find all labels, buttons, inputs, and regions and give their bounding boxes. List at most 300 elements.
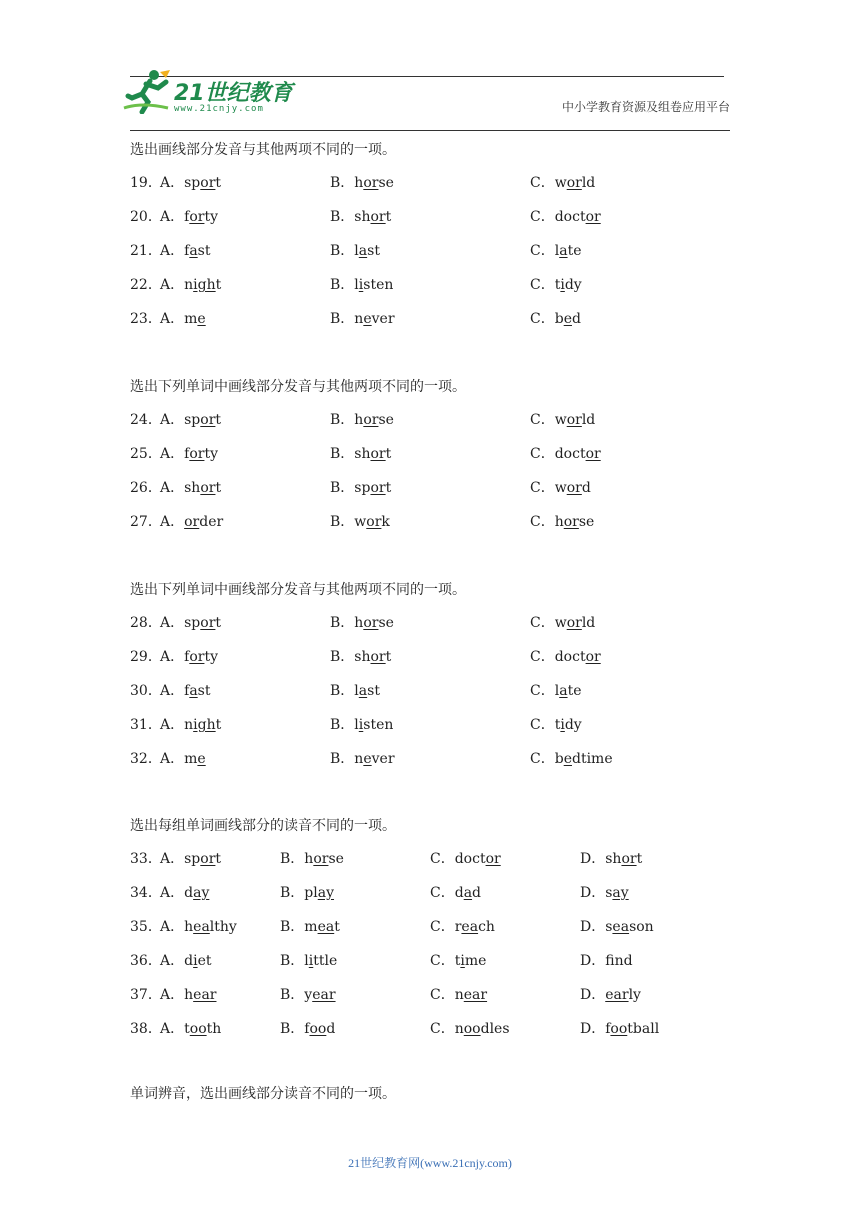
word-suffix: nd — [614, 953, 633, 969]
answer-option[interactable] — [160, 613, 221, 633]
option-letter: B． — [280, 953, 305, 969]
word-suffix: tball — [627, 1021, 660, 1037]
answer-option[interactable] — [530, 512, 594, 532]
word-suffix: k — [381, 514, 390, 530]
option-letter: B． — [280, 987, 305, 1003]
question-section — [130, 140, 750, 343]
answer-option[interactable] — [530, 444, 601, 464]
word-suffix: se — [378, 175, 394, 191]
word-prefix: s — [605, 919, 613, 935]
question-number: 38． — [130, 1021, 162, 1037]
option-letter: D． — [580, 919, 606, 935]
option-letter: C． — [430, 953, 455, 969]
answer-option[interactable] — [530, 647, 601, 667]
word-prefix: n — [354, 311, 364, 327]
word-prefix: n — [354, 751, 364, 767]
option-letter: A． — [160, 277, 185, 293]
word-prefix: y — [304, 987, 313, 1003]
word-suffix: t — [215, 412, 222, 428]
answer-option[interactable] — [330, 613, 394, 633]
question-row — [130, 715, 750, 749]
answer-option[interactable] — [430, 951, 486, 971]
answer-option[interactable] — [160, 173, 221, 193]
answer-option[interactable] — [160, 985, 216, 1005]
word-suffix: d — [581, 480, 591, 496]
answer-option[interactable] — [530, 207, 601, 227]
option-letter: C． — [530, 615, 555, 631]
question-number: 37． — [130, 987, 162, 1003]
option-letter: A． — [160, 615, 185, 631]
answer-option[interactable] — [580, 951, 633, 971]
answer-option[interactable] — [330, 715, 393, 735]
word-suffix: se — [378, 412, 394, 428]
answer-option[interactable] — [530, 681, 581, 701]
option-letter: B． — [330, 277, 355, 293]
answer-option[interactable] — [330, 749, 395, 769]
option-letter: A． — [160, 243, 185, 259]
answer-option[interactable] — [530, 613, 595, 633]
underlined-letters: or — [585, 209, 601, 225]
word-suffix: dles — [480, 1021, 510, 1037]
underlined-letters: i — [560, 277, 565, 293]
word-prefix: l — [354, 243, 359, 259]
underlined-letters: i — [560, 717, 565, 733]
answer-option[interactable] — [430, 849, 501, 869]
underlined-letters: or — [566, 175, 582, 191]
underlined-letters: igh — [193, 717, 216, 733]
word-suffix: son — [629, 919, 654, 935]
answer-option[interactable] — [280, 985, 336, 1005]
answer-option[interactable] — [330, 275, 393, 295]
word-suffix: t — [334, 919, 340, 935]
question-row — [130, 951, 750, 985]
word-suffix: sten — [363, 277, 394, 293]
underlined-letters: or — [200, 480, 216, 496]
underlined-letters: or — [585, 446, 601, 462]
answer-option[interactable] — [280, 917, 340, 937]
answer-option[interactable] — [330, 173, 394, 193]
underlined-letters: or — [563, 514, 579, 530]
question-number: 29． — [130, 649, 162, 665]
runner-icon — [122, 68, 172, 114]
option-letter: B． — [280, 851, 305, 867]
question-number: 22． — [130, 277, 162, 293]
underlined-letters: a — [559, 683, 568, 699]
word-prefix: h — [184, 919, 194, 935]
option-letter: B． — [330, 243, 355, 259]
word-suffix: t — [215, 277, 222, 293]
word-suffix: ty — [204, 649, 218, 665]
option-letter: B． — [280, 1021, 305, 1037]
option-letter: A． — [160, 175, 185, 191]
underlined-letters: a — [463, 885, 473, 901]
word-prefix: h — [354, 615, 364, 631]
word-prefix: l — [354, 277, 359, 293]
word-prefix: h — [354, 175, 364, 191]
section-instruction: 选出下列单词中画线部分发音与其他两项不同的一项。 — [130, 582, 466, 598]
underlined-letters: a — [358, 243, 368, 259]
answer-option[interactable] — [430, 985, 487, 1005]
underlined-letters: i — [358, 717, 364, 733]
option-letter: C． — [530, 649, 555, 665]
answer-option[interactable] — [430, 917, 495, 937]
word-suffix: st — [367, 243, 380, 259]
word-prefix: l — [354, 717, 359, 733]
word-prefix: s — [605, 885, 613, 901]
word-suffix: t — [385, 209, 392, 225]
word-suffix: ld — [581, 412, 596, 428]
question-number: 23． — [130, 311, 162, 327]
answer-option[interactable] — [530, 749, 613, 769]
question-row — [130, 478, 750, 512]
word-suffix: ty — [204, 446, 218, 462]
word-prefix: t — [184, 1021, 190, 1037]
page-footer: 21世纪教育网(www.21cnjy.com) — [348, 1156, 512, 1170]
underlined-letters: or — [363, 175, 379, 191]
answer-option[interactable] — [160, 444, 218, 464]
word-suffix: me — [464, 953, 487, 969]
answer-option[interactable] — [160, 1019, 221, 1039]
word-suffix: t — [385, 446, 392, 462]
answer-option[interactable] — [530, 309, 581, 329]
underlined-letters: e — [363, 311, 372, 327]
option-letter: A． — [160, 851, 185, 867]
option-letter: A． — [160, 919, 185, 935]
underlined-letters: or — [200, 175, 216, 191]
logo-text: 21世纪教育 — [174, 81, 293, 106]
word-prefix: n — [184, 717, 194, 733]
underlined-letters: or — [621, 851, 637, 867]
word-suffix: ttle — [313, 953, 338, 969]
option-letter: B． — [280, 919, 305, 935]
question-row — [130, 207, 750, 241]
word-prefix: sp — [184, 851, 201, 867]
option-letter: D． — [580, 953, 606, 969]
option-letter: C． — [530, 446, 555, 462]
answer-option[interactable] — [160, 410, 221, 430]
word-prefix: f — [184, 209, 190, 225]
option-letter: B． — [280, 885, 305, 901]
answer-option[interactable] — [160, 917, 237, 937]
answer-option[interactable] — [330, 309, 395, 329]
underlined-letters: ea — [612, 919, 630, 935]
option-letter: B． — [330, 717, 355, 733]
underlined-letters: or — [363, 412, 379, 428]
underlined-letters: e — [197, 751, 206, 767]
underlined-letters: ear — [193, 987, 217, 1003]
answer-option[interactable] — [530, 410, 595, 430]
question-number: 35． — [130, 919, 162, 935]
option-letter: C． — [530, 751, 555, 767]
answer-option[interactable] — [160, 309, 206, 329]
word-suffix: lthy — [209, 919, 237, 935]
answer-option[interactable] — [430, 883, 481, 903]
underlined-letters: oo — [463, 1021, 481, 1037]
underlined-letters: or — [370, 209, 386, 225]
underlined-letters: ay — [317, 885, 335, 901]
option-letter: C． — [430, 885, 455, 901]
word-prefix: h — [354, 412, 364, 428]
answer-option[interactable] — [280, 951, 337, 971]
word-prefix: f — [184, 649, 190, 665]
option-letter: D． — [580, 851, 606, 867]
question-row — [130, 512, 750, 546]
question-row — [130, 241, 750, 275]
answer-option[interactable] — [330, 207, 391, 227]
word-prefix: f — [184, 446, 190, 462]
word-prefix: d — [184, 885, 194, 901]
underlined-letters: or — [585, 649, 601, 665]
underlined-letters: or — [189, 649, 205, 665]
word-suffix: dy — [564, 717, 582, 733]
answer-option[interactable] — [330, 647, 391, 667]
word-suffix: te — [567, 683, 582, 699]
answer-option[interactable] — [160, 275, 221, 295]
option-letter: C． — [530, 209, 555, 225]
word-prefix: t — [454, 953, 461, 969]
underlined-letters: or — [189, 446, 205, 462]
option-letter: A． — [160, 751, 185, 767]
answer-option[interactable] — [530, 241, 581, 261]
option-letter: C． — [530, 175, 555, 191]
answer-option[interactable] — [160, 478, 221, 498]
word-suffix: te — [567, 243, 582, 259]
underlined-letters: or — [370, 446, 386, 462]
option-letter: A． — [160, 885, 185, 901]
option-letter: C． — [530, 683, 555, 699]
underlined-letters: i — [460, 953, 465, 969]
answer-option[interactable] — [280, 1019, 335, 1039]
answer-option[interactable] — [160, 749, 206, 769]
option-letter: B． — [330, 751, 355, 767]
question-row — [130, 849, 750, 883]
word-suffix: der — [199, 514, 224, 530]
word-suffix: t — [215, 851, 222, 867]
answer-option[interactable] — [160, 715, 221, 735]
answer-option[interactable] — [580, 849, 642, 869]
question-row — [130, 173, 750, 207]
option-letter: A． — [160, 209, 185, 225]
word-prefix: n — [454, 1021, 464, 1037]
option-letter: C． — [530, 277, 555, 293]
word-suffix: d — [571, 311, 581, 327]
question-number: 33． — [130, 851, 162, 867]
word-prefix: sp — [354, 480, 371, 496]
question-row — [130, 681, 750, 715]
question-section — [130, 580, 750, 783]
word-prefix: d — [454, 885, 464, 901]
option-letter: B． — [330, 649, 355, 665]
answer-option[interactable] — [580, 883, 629, 903]
answer-option[interactable] — [160, 849, 221, 869]
word-suffix: ly — [628, 987, 641, 1003]
underlined-letters: or — [370, 649, 386, 665]
underlined-letters: e — [563, 311, 572, 327]
option-letter: D． — [580, 987, 606, 1003]
word-prefix: t — [554, 277, 561, 293]
answer-option[interactable] — [330, 512, 390, 532]
question-section — [130, 1084, 750, 1117]
answer-option[interactable] — [160, 207, 218, 227]
question-row — [130, 613, 750, 647]
option-letter: A． — [160, 412, 185, 428]
answer-option[interactable] — [530, 478, 591, 498]
underlined-letters: or — [566, 412, 582, 428]
word-suffix: ld — [581, 615, 596, 631]
section-instruction: 选出画线部分发音与其他两项不同的一项。 — [130, 142, 396, 158]
word-suffix: se — [378, 615, 394, 631]
answer-option[interactable] — [330, 410, 394, 430]
word-suffix: t — [385, 480, 392, 496]
word-prefix: l — [304, 953, 309, 969]
word-prefix: w — [554, 615, 567, 631]
option-letter: A． — [160, 480, 185, 496]
underlined-letters: or — [200, 412, 216, 428]
option-letter: D． — [580, 1021, 606, 1037]
word-prefix: b — [554, 751, 564, 767]
underlined-letters: i — [193, 953, 198, 969]
question-number: 24． — [130, 412, 162, 428]
underlined-letters: oo — [189, 1021, 207, 1037]
option-letter: A． — [160, 953, 185, 969]
underlined-letters: ear — [312, 987, 336, 1003]
option-letter: B． — [330, 311, 355, 327]
word-suffix: ld — [581, 175, 596, 191]
underlined-letters: or — [200, 615, 216, 631]
word-suffix: th — [206, 1021, 222, 1037]
option-letter: C． — [430, 919, 455, 935]
word-prefix: sh — [184, 480, 201, 496]
underlined-letters: i — [308, 953, 314, 969]
underlined-letters: ear — [605, 987, 629, 1003]
word-prefix: t — [554, 717, 561, 733]
question-row — [130, 444, 750, 478]
underlined-letters: ear — [463, 987, 488, 1003]
answer-option[interactable] — [330, 478, 391, 498]
underlined-letters: or — [363, 615, 379, 631]
answer-option[interactable] — [330, 444, 391, 464]
question-row — [130, 275, 750, 309]
option-letter: B． — [330, 683, 355, 699]
question-number: 25． — [130, 446, 162, 462]
option-letter: B． — [330, 209, 355, 225]
question-row — [130, 749, 750, 783]
answer-option[interactable] — [160, 681, 210, 701]
answer-option[interactable] — [530, 275, 582, 295]
word-suffix: dy — [564, 277, 582, 293]
word-prefix: l — [354, 683, 359, 699]
underlined-letters: ay — [612, 885, 629, 901]
option-letter: B． — [330, 412, 355, 428]
word-prefix: sp — [184, 412, 201, 428]
option-letter: B． — [330, 446, 355, 462]
answer-option[interactable] — [280, 849, 344, 869]
question-number: 28． — [130, 615, 162, 631]
word-prefix: n — [454, 987, 464, 1003]
option-letter: A． — [160, 649, 185, 665]
question-row — [130, 410, 750, 444]
word-prefix: doct — [554, 446, 586, 462]
underlined-letters: ea — [461, 919, 479, 935]
question-row — [130, 647, 750, 681]
underlined-letters: oo — [309, 1021, 327, 1037]
word-suffix: ver — [371, 751, 395, 767]
question-row — [130, 309, 750, 343]
answer-option[interactable] — [530, 715, 582, 735]
word-prefix: n — [184, 277, 194, 293]
word-prefix: sp — [184, 175, 201, 191]
option-letter: A． — [160, 446, 185, 462]
question-section — [130, 377, 750, 546]
option-letter: A． — [160, 514, 185, 530]
logo-url: www.21cnjy.com — [174, 104, 264, 114]
word-suffix: d — [326, 1021, 336, 1037]
word-suffix: st — [197, 243, 211, 259]
option-letter: C． — [430, 987, 455, 1003]
question-number: 30． — [130, 683, 162, 699]
question-number: 19． — [130, 175, 162, 191]
word-suffix: t — [215, 175, 222, 191]
answer-option[interactable] — [530, 173, 595, 193]
option-letter: C． — [530, 412, 555, 428]
underlined-letters: or — [485, 851, 501, 867]
answer-option[interactable] — [330, 681, 380, 701]
word-prefix: l — [554, 683, 560, 699]
question-number: 21． — [130, 243, 162, 259]
answer-option[interactable] — [160, 512, 223, 532]
question-number: 27． — [130, 514, 162, 530]
answer-option[interactable] — [160, 951, 212, 971]
word-prefix: h — [304, 851, 314, 867]
word-prefix: b — [554, 311, 564, 327]
option-letter: C． — [530, 311, 555, 327]
answer-option[interactable] — [580, 985, 641, 1005]
word-prefix: sh — [605, 851, 622, 867]
word-prefix: w — [554, 175, 567, 191]
answer-option[interactable] — [330, 241, 380, 261]
word-prefix: sh — [354, 209, 371, 225]
answer-option[interactable] — [160, 241, 210, 261]
underlined-letters: e — [563, 751, 572, 767]
answer-option[interactable] — [160, 883, 209, 903]
word-prefix: f — [605, 1021, 611, 1037]
option-letter: A． — [160, 987, 185, 1003]
answer-option[interactable] — [280, 883, 334, 903]
underlined-letters: a — [358, 683, 368, 699]
word-prefix: doct — [454, 851, 486, 867]
answer-option[interactable] — [580, 917, 654, 937]
answer-option[interactable] — [580, 1019, 659, 1039]
word-suffix: et — [197, 953, 212, 969]
word-suffix: sten — [363, 717, 394, 733]
option-letter: B． — [330, 480, 355, 496]
word-suffix: st — [367, 683, 380, 699]
option-letter: A． — [160, 311, 185, 327]
word-prefix: f — [605, 953, 615, 969]
word-prefix: h — [184, 987, 194, 1003]
question-row — [130, 883, 750, 917]
answer-option[interactable] — [160, 647, 218, 667]
question-number: 26． — [130, 480, 162, 496]
question-number: 34． — [130, 885, 162, 901]
underlined-letters: ea — [193, 919, 210, 935]
word-suffix: t — [215, 615, 222, 631]
answer-option[interactable] — [430, 1019, 510, 1039]
word-prefix: doct — [554, 209, 586, 225]
underlined-letters: or — [566, 615, 582, 631]
underlined-letters: or — [370, 480, 386, 496]
section-instruction: 选出下列单词中画线部分发音与其他两项不同的一项。 — [130, 379, 466, 395]
